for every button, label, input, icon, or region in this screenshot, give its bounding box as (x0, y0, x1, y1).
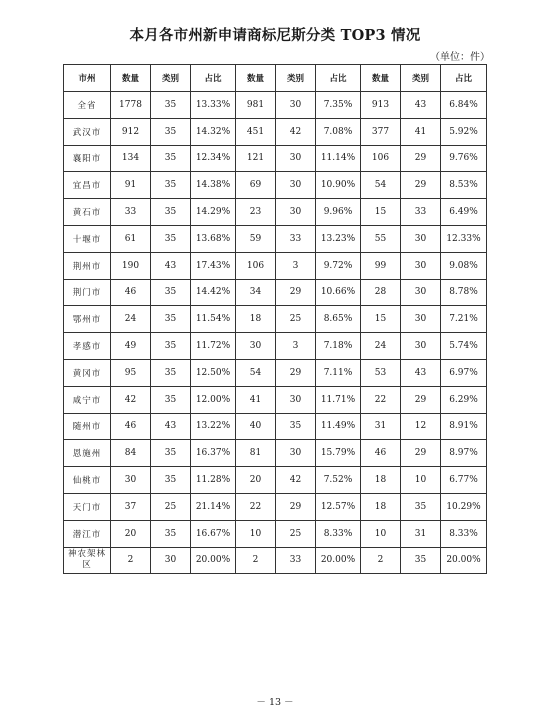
table-row (64, 440, 487, 467)
value-cell: 3 (276, 252, 316, 279)
value-cell: 10.29% (441, 493, 487, 520)
value-cell: 981 (236, 92, 276, 119)
value-cell: 21.14% (191, 493, 236, 520)
value-cell: 20.00% (316, 547, 361, 574)
value-cell: 46 (361, 440, 401, 467)
table-row (64, 520, 487, 547)
value-cell: 11.72% (191, 333, 236, 360)
city-cell: 宜昌市 (64, 172, 111, 199)
value-cell: 43 (151, 413, 191, 440)
value-cell: 35 (151, 520, 191, 547)
value-cell: 30 (401, 306, 441, 333)
value-cell: 22 (361, 386, 401, 413)
page-number: － 13 － (256, 697, 294, 708)
city-cell: 武汉市 (64, 118, 111, 145)
column-header: 占比 (316, 65, 361, 92)
city-cell: 荆州市 (64, 252, 111, 279)
value-cell: 35 (151, 118, 191, 145)
value-cell: 14.29% (191, 199, 236, 226)
value-cell: 25 (276, 306, 316, 333)
value-cell: 46 (111, 413, 151, 440)
value-cell: 10.90% (316, 172, 361, 199)
value-cell: 37 (111, 493, 151, 520)
value-cell: 34 (236, 279, 276, 306)
value-cell: 8.65% (316, 306, 361, 333)
table-row (64, 467, 487, 494)
value-cell: 18 (236, 306, 276, 333)
city-cell: 荆门市 (64, 279, 111, 306)
value-cell: 42 (276, 118, 316, 145)
value-cell: 20 (111, 520, 151, 547)
city-cell: 十堰市 (64, 225, 111, 252)
value-cell: 12.34% (191, 145, 236, 172)
value-cell: 14.42% (191, 279, 236, 306)
value-cell: 106 (236, 252, 276, 279)
value-cell: 29 (276, 359, 316, 386)
value-cell: 2 (361, 547, 401, 574)
value-cell: 29 (276, 493, 316, 520)
value-cell: 30 (151, 547, 191, 574)
value-cell: 46 (111, 279, 151, 306)
value-cell: 29 (401, 145, 441, 172)
table-row (64, 199, 487, 226)
value-cell: 30 (276, 172, 316, 199)
value-cell: 17.43% (191, 252, 236, 279)
value-cell: 59 (236, 225, 276, 252)
value-cell: 29 (401, 386, 441, 413)
value-cell: 7.52% (316, 467, 361, 494)
value-cell: 7.11% (316, 359, 361, 386)
value-cell: 15 (361, 306, 401, 333)
column-header: 市州 (64, 65, 111, 92)
value-cell: 11.49% (316, 413, 361, 440)
value-cell: 12.00% (191, 386, 236, 413)
value-cell: 377 (361, 118, 401, 145)
city-cell: 恩施州 (64, 440, 111, 467)
value-cell: 84 (111, 440, 151, 467)
value-cell: 8.97% (441, 440, 487, 467)
value-cell: 33 (401, 199, 441, 226)
value-cell: 6.77% (441, 467, 487, 494)
value-cell: 12.33% (441, 225, 487, 252)
value-cell: 11.14% (316, 145, 361, 172)
value-cell: 13.22% (191, 413, 236, 440)
value-cell: 2 (111, 547, 151, 574)
column-header: 数量 (236, 65, 276, 92)
value-cell: 23 (236, 199, 276, 226)
city-cell: 襄阳市 (64, 145, 111, 172)
value-cell: 30 (276, 92, 316, 119)
value-cell: 81 (236, 440, 276, 467)
city-cell: 随州市 (64, 413, 111, 440)
value-cell: 8.91% (441, 413, 487, 440)
table-header-row (64, 65, 487, 92)
column-header: 类别 (151, 65, 191, 92)
value-cell: 35 (151, 172, 191, 199)
value-cell: 30 (276, 440, 316, 467)
table-row (64, 413, 487, 440)
value-cell: 30 (276, 199, 316, 226)
value-cell: 451 (236, 118, 276, 145)
value-cell: 41 (236, 386, 276, 413)
value-cell: 6.49% (441, 199, 487, 226)
table-row (64, 252, 487, 279)
value-cell: 35 (151, 279, 191, 306)
column-header: 占比 (441, 65, 487, 92)
value-cell: 35 (276, 413, 316, 440)
value-cell: 33 (276, 547, 316, 574)
value-cell: 20 (236, 467, 276, 494)
value-cell: 18 (361, 493, 401, 520)
value-cell: 35 (151, 225, 191, 252)
column-header: 数量 (111, 65, 151, 92)
table-row (64, 225, 487, 252)
table-row (64, 145, 487, 172)
value-cell: 11.28% (191, 467, 236, 494)
city-cell: 全省 (64, 92, 111, 119)
value-cell: 25 (151, 493, 191, 520)
value-cell: 55 (361, 225, 401, 252)
value-cell: 14.32% (191, 118, 236, 145)
value-cell: 30 (111, 467, 151, 494)
value-cell: 10.66% (316, 279, 361, 306)
value-cell: 35 (151, 467, 191, 494)
table-row (64, 547, 487, 574)
value-cell: 30 (401, 279, 441, 306)
value-cell: 106 (361, 145, 401, 172)
value-cell: 913 (361, 92, 401, 119)
table-row (64, 172, 487, 199)
value-cell: 20.00% (191, 547, 236, 574)
value-cell: 8.33% (316, 520, 361, 547)
value-cell: 69 (236, 172, 276, 199)
value-cell: 13.33% (191, 92, 236, 119)
table-row (64, 386, 487, 413)
value-cell: 3 (276, 333, 316, 360)
value-cell: 20.00% (441, 547, 487, 574)
value-cell: 912 (111, 118, 151, 145)
city-cell: 潜江市 (64, 520, 111, 547)
table-row (64, 493, 487, 520)
value-cell: 53 (361, 359, 401, 386)
value-cell: 16.37% (191, 440, 236, 467)
value-cell: 35 (151, 386, 191, 413)
value-cell: 30 (401, 225, 441, 252)
value-cell: 8.78% (441, 279, 487, 306)
value-cell: 7.35% (316, 92, 361, 119)
value-cell: 54 (236, 359, 276, 386)
value-cell: 33 (276, 225, 316, 252)
value-cell: 15 (361, 199, 401, 226)
value-cell: 8.53% (441, 172, 487, 199)
value-cell: 24 (361, 333, 401, 360)
value-cell: 24 (111, 306, 151, 333)
value-cell: 35 (151, 359, 191, 386)
value-cell: 1778 (111, 92, 151, 119)
value-cell: 7.21% (441, 306, 487, 333)
value-cell: 29 (401, 172, 441, 199)
table-row (64, 359, 487, 386)
value-cell: 42 (111, 386, 151, 413)
value-cell: 29 (276, 279, 316, 306)
table-row (64, 306, 487, 333)
value-cell: 35 (151, 306, 191, 333)
value-cell: 13.23% (316, 225, 361, 252)
value-cell: 8.33% (441, 520, 487, 547)
value-cell: 16.67% (191, 520, 236, 547)
value-cell: 30 (236, 333, 276, 360)
value-cell: 42 (276, 467, 316, 494)
city-cell: 孝感市 (64, 333, 111, 360)
value-cell: 12 (401, 413, 441, 440)
unit-label: （单位：件） (430, 52, 490, 63)
value-cell: 12.57% (316, 493, 361, 520)
value-cell: 13.68% (191, 225, 236, 252)
value-cell: 30 (401, 333, 441, 360)
value-cell: 9.76% (441, 145, 487, 172)
column-header: 占比 (191, 65, 236, 92)
value-cell: 41 (401, 118, 441, 145)
value-cell: 35 (151, 440, 191, 467)
value-cell: 35 (151, 92, 191, 119)
value-cell: 29 (401, 440, 441, 467)
value-cell: 31 (361, 413, 401, 440)
value-cell: 35 (401, 547, 441, 574)
city-cell: 咸宁市 (64, 386, 111, 413)
value-cell: 30 (276, 386, 316, 413)
value-cell: 43 (401, 359, 441, 386)
value-cell: 11.71% (316, 386, 361, 413)
column-header: 类别 (276, 65, 316, 92)
value-cell: 9.72% (316, 252, 361, 279)
value-cell: 35 (401, 493, 441, 520)
trademark-class-table (63, 64, 487, 574)
value-cell: 10 (401, 467, 441, 494)
value-cell: 15.79% (316, 440, 361, 467)
table-row (64, 92, 487, 119)
value-cell: 40 (236, 413, 276, 440)
value-cell: 2 (236, 547, 276, 574)
value-cell: 190 (111, 252, 151, 279)
value-cell: 49 (111, 333, 151, 360)
column-header: 类别 (401, 65, 441, 92)
value-cell: 121 (236, 145, 276, 172)
value-cell: 10 (236, 520, 276, 547)
value-cell: 25 (276, 520, 316, 547)
value-cell: 14.38% (191, 172, 236, 199)
value-cell: 35 (151, 145, 191, 172)
value-cell: 134 (111, 145, 151, 172)
city-cell: 仙桃市 (64, 467, 111, 494)
value-cell: 30 (401, 252, 441, 279)
table-row (64, 333, 487, 360)
value-cell: 18 (361, 467, 401, 494)
value-cell: 54 (361, 172, 401, 199)
value-cell: 99 (361, 252, 401, 279)
table-row (64, 279, 487, 306)
value-cell: 61 (111, 225, 151, 252)
value-cell: 35 (151, 199, 191, 226)
value-cell: 7.08% (316, 118, 361, 145)
value-cell: 9.96% (316, 199, 361, 226)
value-cell: 33 (111, 199, 151, 226)
table-body (64, 92, 487, 574)
value-cell: 22 (236, 493, 276, 520)
value-cell: 9.08% (441, 252, 487, 279)
table-row (64, 118, 487, 145)
city-cell: 黄冈市 (64, 359, 111, 386)
city-cell: 神农架林区 (64, 547, 111, 574)
value-cell: 5.74% (441, 333, 487, 360)
city-cell: 黄石市 (64, 199, 111, 226)
value-cell: 28 (361, 279, 401, 306)
value-cell: 10 (361, 520, 401, 547)
value-cell: 5.92% (441, 118, 487, 145)
column-header: 数量 (361, 65, 401, 92)
city-cell: 天门市 (64, 493, 111, 520)
value-cell: 12.50% (191, 359, 236, 386)
value-cell: 31 (401, 520, 441, 547)
value-cell: 11.54% (191, 306, 236, 333)
city-cell: 鄂州市 (64, 306, 111, 333)
value-cell: 6.29% (441, 386, 487, 413)
page-title: 本月各市州新申请商标尼斯分类 TOP3 情况 (129, 27, 421, 44)
value-cell: 7.18% (316, 333, 361, 360)
value-cell: 43 (151, 252, 191, 279)
value-cell: 30 (276, 145, 316, 172)
value-cell: 6.97% (441, 359, 487, 386)
value-cell: 35 (151, 333, 191, 360)
value-cell: 91 (111, 172, 151, 199)
value-cell: 43 (401, 92, 441, 119)
value-cell: 6.84% (441, 92, 487, 119)
value-cell: 95 (111, 359, 151, 386)
